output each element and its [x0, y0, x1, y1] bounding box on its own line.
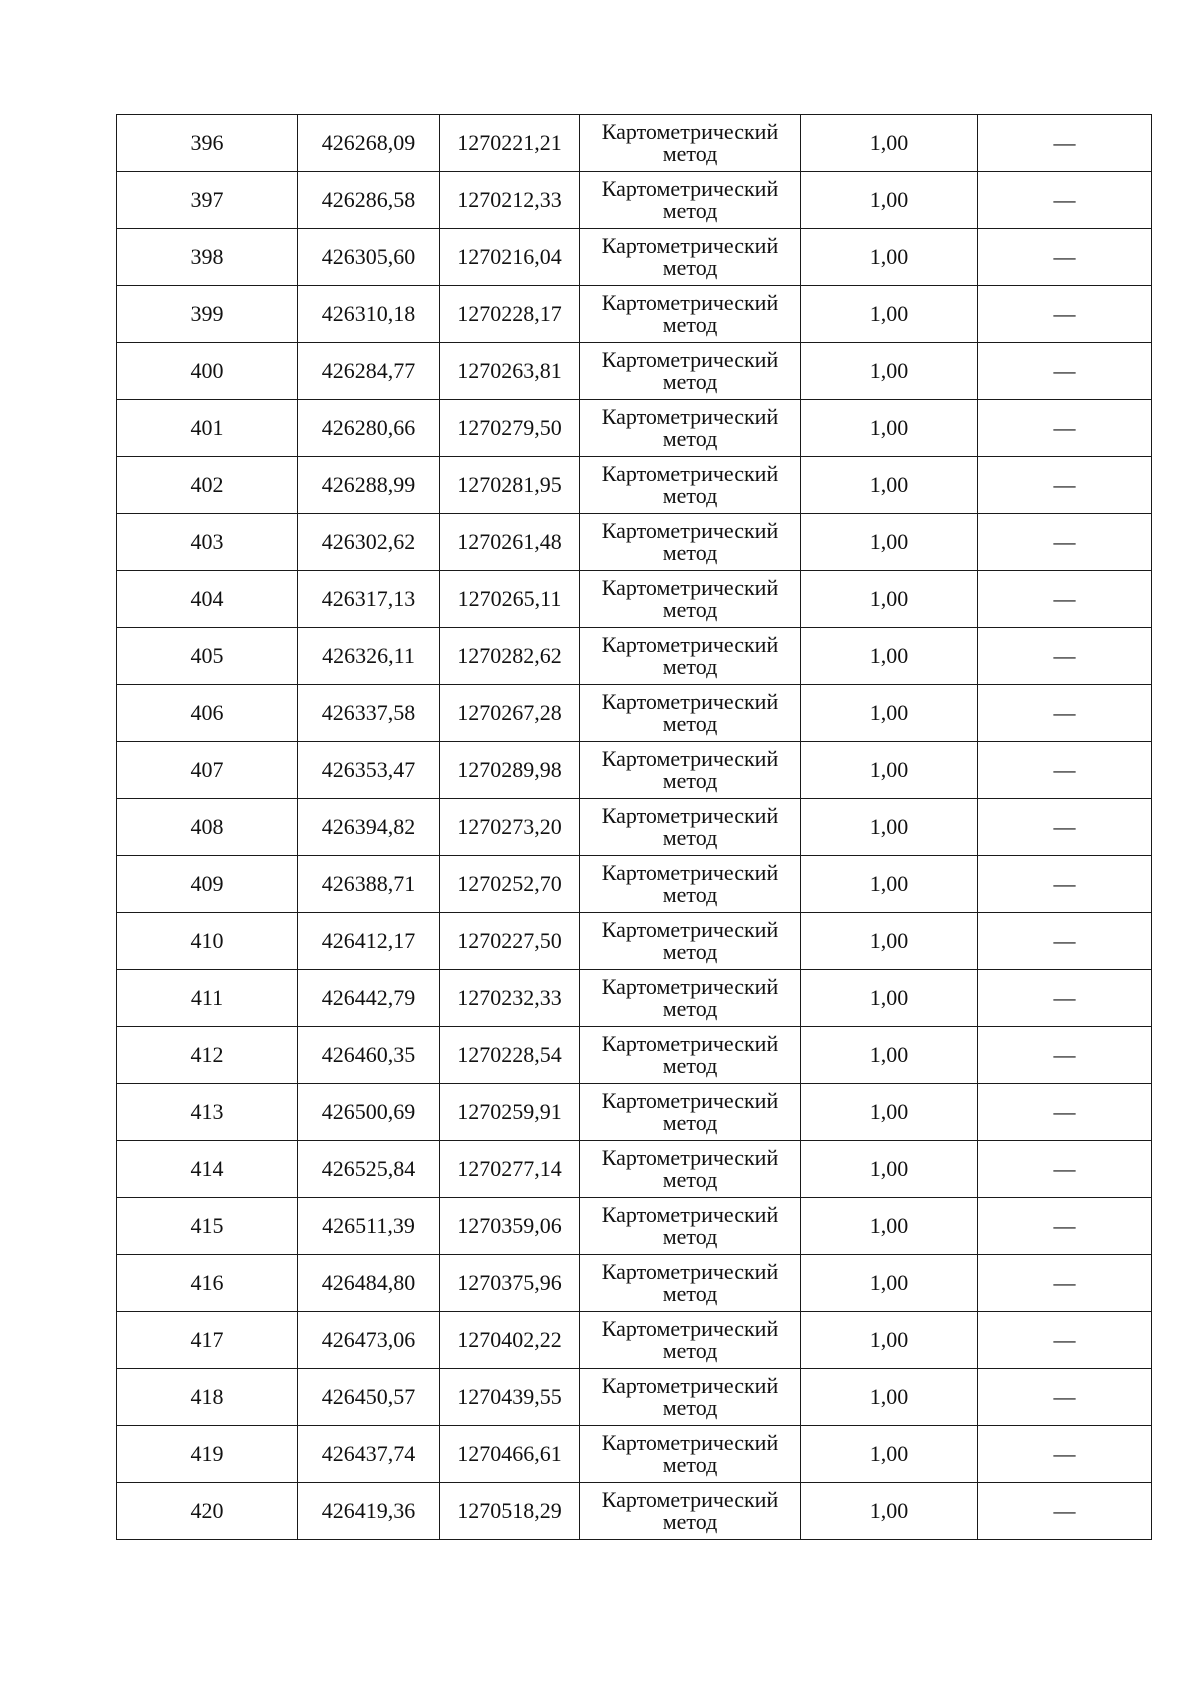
x-coordinate-cell: 426302,62 — [298, 514, 440, 571]
method-line-1: Картометрический — [601, 176, 779, 201]
x-coordinate-cell: 426511,39 — [298, 1198, 440, 1255]
x-coordinate-cell: 426268,09 — [298, 115, 440, 172]
method-cell — [580, 1369, 801, 1426]
table-row — [117, 115, 1152, 172]
note-cell: — — [978, 115, 1152, 172]
note-cell: — — [978, 799, 1152, 856]
x-coordinate-cell: 426460,35 — [298, 1027, 440, 1084]
accuracy-cell: 1,00 — [801, 172, 978, 229]
method-cell — [580, 571, 801, 628]
method-cell — [580, 286, 801, 343]
table-row — [117, 856, 1152, 913]
method-line-1: Картометрический — [601, 404, 779, 429]
method-line-1: Картометрический — [601, 860, 779, 885]
method-line-1: Картометрический — [601, 1373, 779, 1398]
accuracy-cell: 1,00 — [801, 1426, 978, 1483]
y-coordinate-cell: 1270212,33 — [440, 172, 580, 229]
method-cell — [580, 514, 801, 571]
accuracy-cell: 1,00 — [801, 1483, 978, 1540]
x-coordinate-cell: 426388,71 — [298, 856, 440, 913]
method-line-2: метод — [662, 1452, 718, 1477]
accuracy-cell: 1,00 — [801, 1084, 978, 1141]
y-coordinate-cell: 1270289,98 — [440, 742, 580, 799]
note-cell: — — [978, 1312, 1152, 1369]
x-coordinate-cell: 426473,06 — [298, 1312, 440, 1369]
point-number-cell: 396 — [117, 115, 298, 172]
y-coordinate-cell: 1270281,95 — [440, 457, 580, 514]
method-line-2: метод — [662, 711, 718, 736]
accuracy-cell: 1,00 — [801, 799, 978, 856]
point-number-cell: 409 — [117, 856, 298, 913]
y-coordinate-cell: 1270359,06 — [440, 1198, 580, 1255]
point-number-cell: 412 — [117, 1027, 298, 1084]
x-coordinate-cell: 426500,69 — [298, 1084, 440, 1141]
method-line-1: Картометрический — [601, 290, 779, 315]
x-coordinate-cell: 426337,58 — [298, 685, 440, 742]
y-coordinate-cell: 1270265,11 — [440, 571, 580, 628]
table-row — [117, 1255, 1152, 1312]
method-line-1: Картометрический — [601, 347, 779, 372]
x-coordinate-cell: 426412,17 — [298, 913, 440, 970]
method-line-1: Картометрический — [601, 1202, 779, 1227]
method-line-2: метод — [662, 1509, 718, 1534]
x-coordinate-cell: 426437,74 — [298, 1426, 440, 1483]
method-line-1: Картометрический — [601, 917, 779, 942]
table-row — [117, 343, 1152, 400]
note-cell: — — [978, 1369, 1152, 1426]
point-number-cell: 420 — [117, 1483, 298, 1540]
note-cell: — — [978, 229, 1152, 286]
method-line-1: Картометрический — [601, 746, 779, 771]
method-cell — [580, 1027, 801, 1084]
y-coordinate-cell: 1270375,96 — [440, 1255, 580, 1312]
y-coordinate-cell: 1270263,81 — [440, 343, 580, 400]
method-line-1: Картометрический — [601, 1316, 779, 1341]
note-cell: — — [978, 457, 1152, 514]
accuracy-cell: 1,00 — [801, 970, 978, 1027]
method-cell — [580, 1084, 801, 1141]
method-line-2: метод — [662, 768, 718, 793]
method-line-1: Картометрический — [601, 233, 779, 258]
point-number-cell: 418 — [117, 1369, 298, 1426]
table-row — [117, 628, 1152, 685]
y-coordinate-cell: 1270252,70 — [440, 856, 580, 913]
method-line-2: метод — [662, 1167, 718, 1192]
method-line-2: метод — [662, 939, 718, 964]
point-number-cell: 414 — [117, 1141, 298, 1198]
accuracy-cell: 1,00 — [801, 286, 978, 343]
method-cell — [580, 799, 801, 856]
x-coordinate-cell: 426305,60 — [298, 229, 440, 286]
y-coordinate-cell: 1270279,50 — [440, 400, 580, 457]
y-coordinate-cell: 1270227,50 — [440, 913, 580, 970]
method-line-2: метод — [662, 1338, 718, 1363]
method-cell — [580, 115, 801, 172]
y-coordinate-cell: 1270267,28 — [440, 685, 580, 742]
method-cell — [580, 457, 801, 514]
method-line-1: Картометрический — [601, 1031, 779, 1056]
method-cell — [580, 742, 801, 799]
method-line-1: Картометрический — [601, 689, 779, 714]
note-cell: — — [978, 1426, 1152, 1483]
method-line-2: метод — [662, 882, 718, 907]
x-coordinate-cell: 426450,57 — [298, 1369, 440, 1426]
accuracy-cell: 1,00 — [801, 856, 978, 913]
method-line-2: метод — [662, 597, 718, 622]
note-cell: — — [978, 400, 1152, 457]
coordinates-table-body — [117, 115, 1152, 1540]
point-number-cell: 413 — [117, 1084, 298, 1141]
accuracy-cell: 1,00 — [801, 685, 978, 742]
accuracy-cell: 1,00 — [801, 1027, 978, 1084]
method-cell — [580, 1312, 801, 1369]
method-line-1: Картометрический — [601, 1088, 779, 1113]
method-cell — [580, 172, 801, 229]
note-cell: — — [978, 571, 1152, 628]
y-coordinate-cell: 1270228,17 — [440, 286, 580, 343]
y-coordinate-cell: 1270466,61 — [440, 1426, 580, 1483]
x-coordinate-cell: 426442,79 — [298, 970, 440, 1027]
method-cell — [580, 1141, 801, 1198]
x-coordinate-cell: 426326,11 — [298, 628, 440, 685]
note-cell: — — [978, 1483, 1152, 1540]
y-coordinate-cell: 1270282,62 — [440, 628, 580, 685]
x-coordinate-cell: 426484,80 — [298, 1255, 440, 1312]
method-line-2: метод — [662, 1395, 718, 1420]
point-number-cell: 410 — [117, 913, 298, 970]
table-row — [117, 286, 1152, 343]
note-cell: — — [978, 628, 1152, 685]
table-row — [117, 457, 1152, 514]
note-cell: — — [978, 343, 1152, 400]
accuracy-cell: 1,00 — [801, 913, 978, 970]
accuracy-cell: 1,00 — [801, 628, 978, 685]
note-cell: — — [978, 742, 1152, 799]
method-cell — [580, 400, 801, 457]
method-cell — [580, 970, 801, 1027]
x-coordinate-cell: 426284,77 — [298, 343, 440, 400]
method-line-2: метод — [662, 825, 718, 850]
method-line-2: метод — [662, 1053, 718, 1078]
table-row — [117, 514, 1152, 571]
y-coordinate-cell: 1270439,55 — [440, 1369, 580, 1426]
method-line-2: метод — [662, 1110, 718, 1135]
accuracy-cell: 1,00 — [801, 115, 978, 172]
method-line-2: метод — [662, 996, 718, 1021]
accuracy-cell: 1,00 — [801, 571, 978, 628]
table-row — [117, 1369, 1152, 1426]
method-line-2: метод — [662, 312, 718, 337]
table-row — [117, 229, 1152, 286]
table-row — [117, 1084, 1152, 1141]
accuracy-cell: 1,00 — [801, 1141, 978, 1198]
method-line-2: метод — [662, 141, 718, 166]
point-number-cell: 407 — [117, 742, 298, 799]
note-cell: — — [978, 685, 1152, 742]
accuracy-cell: 1,00 — [801, 343, 978, 400]
table-row — [117, 1198, 1152, 1255]
table-row — [117, 970, 1152, 1027]
accuracy-cell: 1,00 — [801, 457, 978, 514]
note-cell: — — [978, 1255, 1152, 1312]
method-cell — [580, 1483, 801, 1540]
y-coordinate-cell: 1270277,14 — [440, 1141, 580, 1198]
point-number-cell: 404 — [117, 571, 298, 628]
point-number-cell: 400 — [117, 343, 298, 400]
method-line-2: метод — [662, 255, 718, 280]
x-coordinate-cell: 426317,13 — [298, 571, 440, 628]
method-line-1: Картометрический — [601, 1259, 779, 1284]
note-cell: — — [978, 856, 1152, 913]
y-coordinate-cell: 1270261,48 — [440, 514, 580, 571]
method-cell — [580, 229, 801, 286]
table-row — [117, 799, 1152, 856]
table-row — [117, 1141, 1152, 1198]
y-coordinate-cell: 1270216,04 — [440, 229, 580, 286]
method-cell — [580, 1198, 801, 1255]
accuracy-cell: 1,00 — [801, 1255, 978, 1312]
accuracy-cell: 1,00 — [801, 1312, 978, 1369]
method-line-2: метод — [662, 369, 718, 394]
method-line-2: метод — [662, 483, 718, 508]
x-coordinate-cell: 426419,36 — [298, 1483, 440, 1540]
accuracy-cell: 1,00 — [801, 400, 978, 457]
note-cell: — — [978, 1198, 1152, 1255]
y-coordinate-cell: 1270259,91 — [440, 1084, 580, 1141]
accuracy-cell: 1,00 — [801, 742, 978, 799]
method-line-1: Картометрический — [601, 575, 779, 600]
point-number-cell: 402 — [117, 457, 298, 514]
y-coordinate-cell: 1270221,21 — [440, 115, 580, 172]
method-line-2: метод — [662, 654, 718, 679]
y-coordinate-cell: 1270402,22 — [440, 1312, 580, 1369]
method-line-1: Картометрический — [601, 974, 779, 999]
note-cell: — — [978, 970, 1152, 1027]
method-line-1: Картометрический — [601, 803, 779, 828]
table-row — [117, 1426, 1152, 1483]
table-row — [117, 685, 1152, 742]
method-line-2: метод — [662, 426, 718, 451]
x-coordinate-cell: 426286,58 — [298, 172, 440, 229]
method-line-2: метод — [662, 540, 718, 565]
method-cell — [580, 343, 801, 400]
table-row — [117, 1312, 1152, 1369]
method-line-1: Картометрический — [601, 1145, 779, 1170]
note-cell: — — [978, 1084, 1152, 1141]
method-cell — [580, 856, 801, 913]
note-cell: — — [978, 286, 1152, 343]
x-coordinate-cell: 426394,82 — [298, 799, 440, 856]
point-number-cell: 408 — [117, 799, 298, 856]
table-row — [117, 1483, 1152, 1540]
point-number-cell: 399 — [117, 286, 298, 343]
y-coordinate-cell: 1270518,29 — [440, 1483, 580, 1540]
table-row — [117, 172, 1152, 229]
point-number-cell: 417 — [117, 1312, 298, 1369]
accuracy-cell: 1,00 — [801, 229, 978, 286]
method-line-2: метод — [662, 1281, 718, 1306]
point-number-cell: 398 — [117, 229, 298, 286]
note-cell: — — [978, 1027, 1152, 1084]
point-number-cell: 406 — [117, 685, 298, 742]
x-coordinate-cell: 426280,66 — [298, 400, 440, 457]
table-row — [117, 1027, 1152, 1084]
note-cell: — — [978, 172, 1152, 229]
accuracy-cell: 1,00 — [801, 514, 978, 571]
point-number-cell: 401 — [117, 400, 298, 457]
method-line-1: Картометрический — [601, 1487, 779, 1512]
method-line-1: Картометрический — [601, 518, 779, 543]
point-number-cell: 397 — [117, 172, 298, 229]
point-number-cell: 416 — [117, 1255, 298, 1312]
x-coordinate-cell: 426310,18 — [298, 286, 440, 343]
table-row — [117, 913, 1152, 970]
table-row — [117, 400, 1152, 457]
x-coordinate-cell: 426353,47 — [298, 742, 440, 799]
table-row — [117, 742, 1152, 799]
method-cell — [580, 685, 801, 742]
accuracy-cell: 1,00 — [801, 1198, 978, 1255]
point-number-cell: 415 — [117, 1198, 298, 1255]
method-line-1: Картометрический — [601, 1430, 779, 1455]
method-cell — [580, 628, 801, 685]
point-number-cell: 403 — [117, 514, 298, 571]
note-cell: — — [978, 913, 1152, 970]
coordinates-table — [116, 114, 1152, 1540]
point-number-cell: 419 — [117, 1426, 298, 1483]
table-row — [117, 571, 1152, 628]
method-line-1: Картометрический — [601, 119, 779, 144]
method-cell — [580, 1255, 801, 1312]
point-number-cell: 411 — [117, 970, 298, 1027]
y-coordinate-cell: 1270232,33 — [440, 970, 580, 1027]
method-cell — [580, 913, 801, 970]
note-cell: — — [978, 514, 1152, 571]
x-coordinate-cell: 426288,99 — [298, 457, 440, 514]
method-line-2: метод — [662, 198, 718, 223]
x-coordinate-cell: 426525,84 — [298, 1141, 440, 1198]
y-coordinate-cell: 1270228,54 — [440, 1027, 580, 1084]
method-line-1: Картометрический — [601, 461, 779, 486]
method-line-1: Картометрический — [601, 632, 779, 657]
method-line-2: метод — [662, 1224, 718, 1249]
y-coordinate-cell: 1270273,20 — [440, 799, 580, 856]
method-cell — [580, 1426, 801, 1483]
note-cell: — — [978, 1141, 1152, 1198]
accuracy-cell: 1,00 — [801, 1369, 978, 1426]
point-number-cell: 405 — [117, 628, 298, 685]
